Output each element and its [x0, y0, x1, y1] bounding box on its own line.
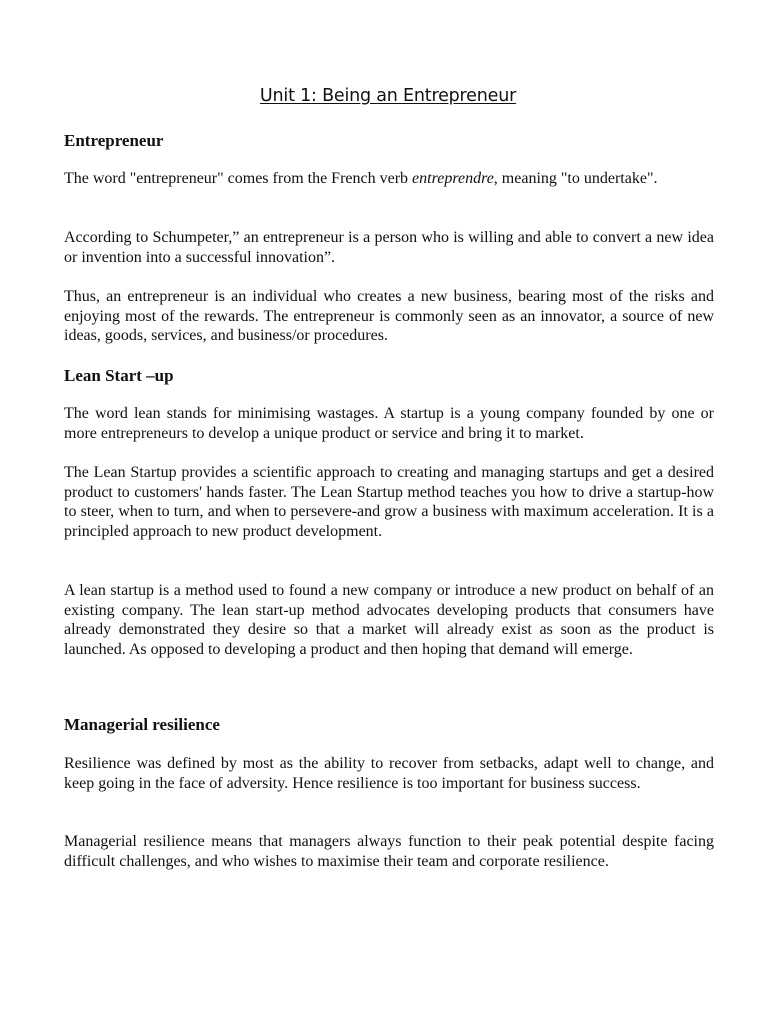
paragraph-managerial-resilience: Managerial resilience means that managers always function to their peak potential despite facing difficult challenges, and who wishes to maximise their team and corporate resilience.	[64, 833, 714, 870]
section-heading-lean-startup: Lean Start –up	[64, 366, 174, 385]
paragraph-text: , meaning "to undertake".	[493, 170, 658, 187]
paragraph-lean-startup-method: A lean startup is a method used to found a new company or introduce a new product on behalf of an existing company. The lean start-up method advocates developing products that consumers have already demonstrated they desire so that a market will already exist as soon as the product is launched. As opposed to developing a product and then hoping that demand will emerge.	[64, 582, 714, 658]
section-heading-entrepreneur: Entrepreneur	[64, 131, 164, 150]
section-heading-managerial-resilience: Managerial resilience	[64, 715, 220, 734]
paragraph-text: The word "entrepreneur" comes from the French verb	[64, 170, 413, 187]
paragraph-entrepreneur-etymology	[64, 169, 714, 189]
italic-term: entreprendre	[412, 170, 494, 187]
paragraph-entrepreneur-definition: Thus, an entrepreneur is an individual who creates a new business, bearing most of the risks and enjoying most of the rewards. The entrepreneur is commonly seen as an innovator, a source of new ideas, goods, services, and business/or procedures.	[64, 288, 714, 345]
paragraph-resilience-definition: Resilience was defined by most as the ability to recover from setbacks, adapt well to change, and keep going in the face of adversity. Hence resilience is too important for business success.	[64, 755, 714, 792]
paragraph-lean-startup-approach: The Lean Startup provides a scientific approach to creating and managing startups and get a desired product to customers' hands faster. The Lean Startup method teaches you how to drive a startup-how to steer, when to turn, and when to persevere-and grow a business with maximum acceleration. It is a principled approach to new product development.	[64, 464, 714, 540]
paragraph-lean-meaning: The word lean stands for minimising wastages. A startup is a young company founded by one or more entrepreneurs to develop a unique product or service and bring it to market.	[64, 405, 714, 442]
document-title: Unit 1: Being an Entrepreneur	[259, 86, 517, 106]
paragraph-schumpeter: According to Schumpeter,” an entrepreneur is a person who is willing and able to convert a new idea or invention into a successful innovation”.	[64, 229, 714, 266]
